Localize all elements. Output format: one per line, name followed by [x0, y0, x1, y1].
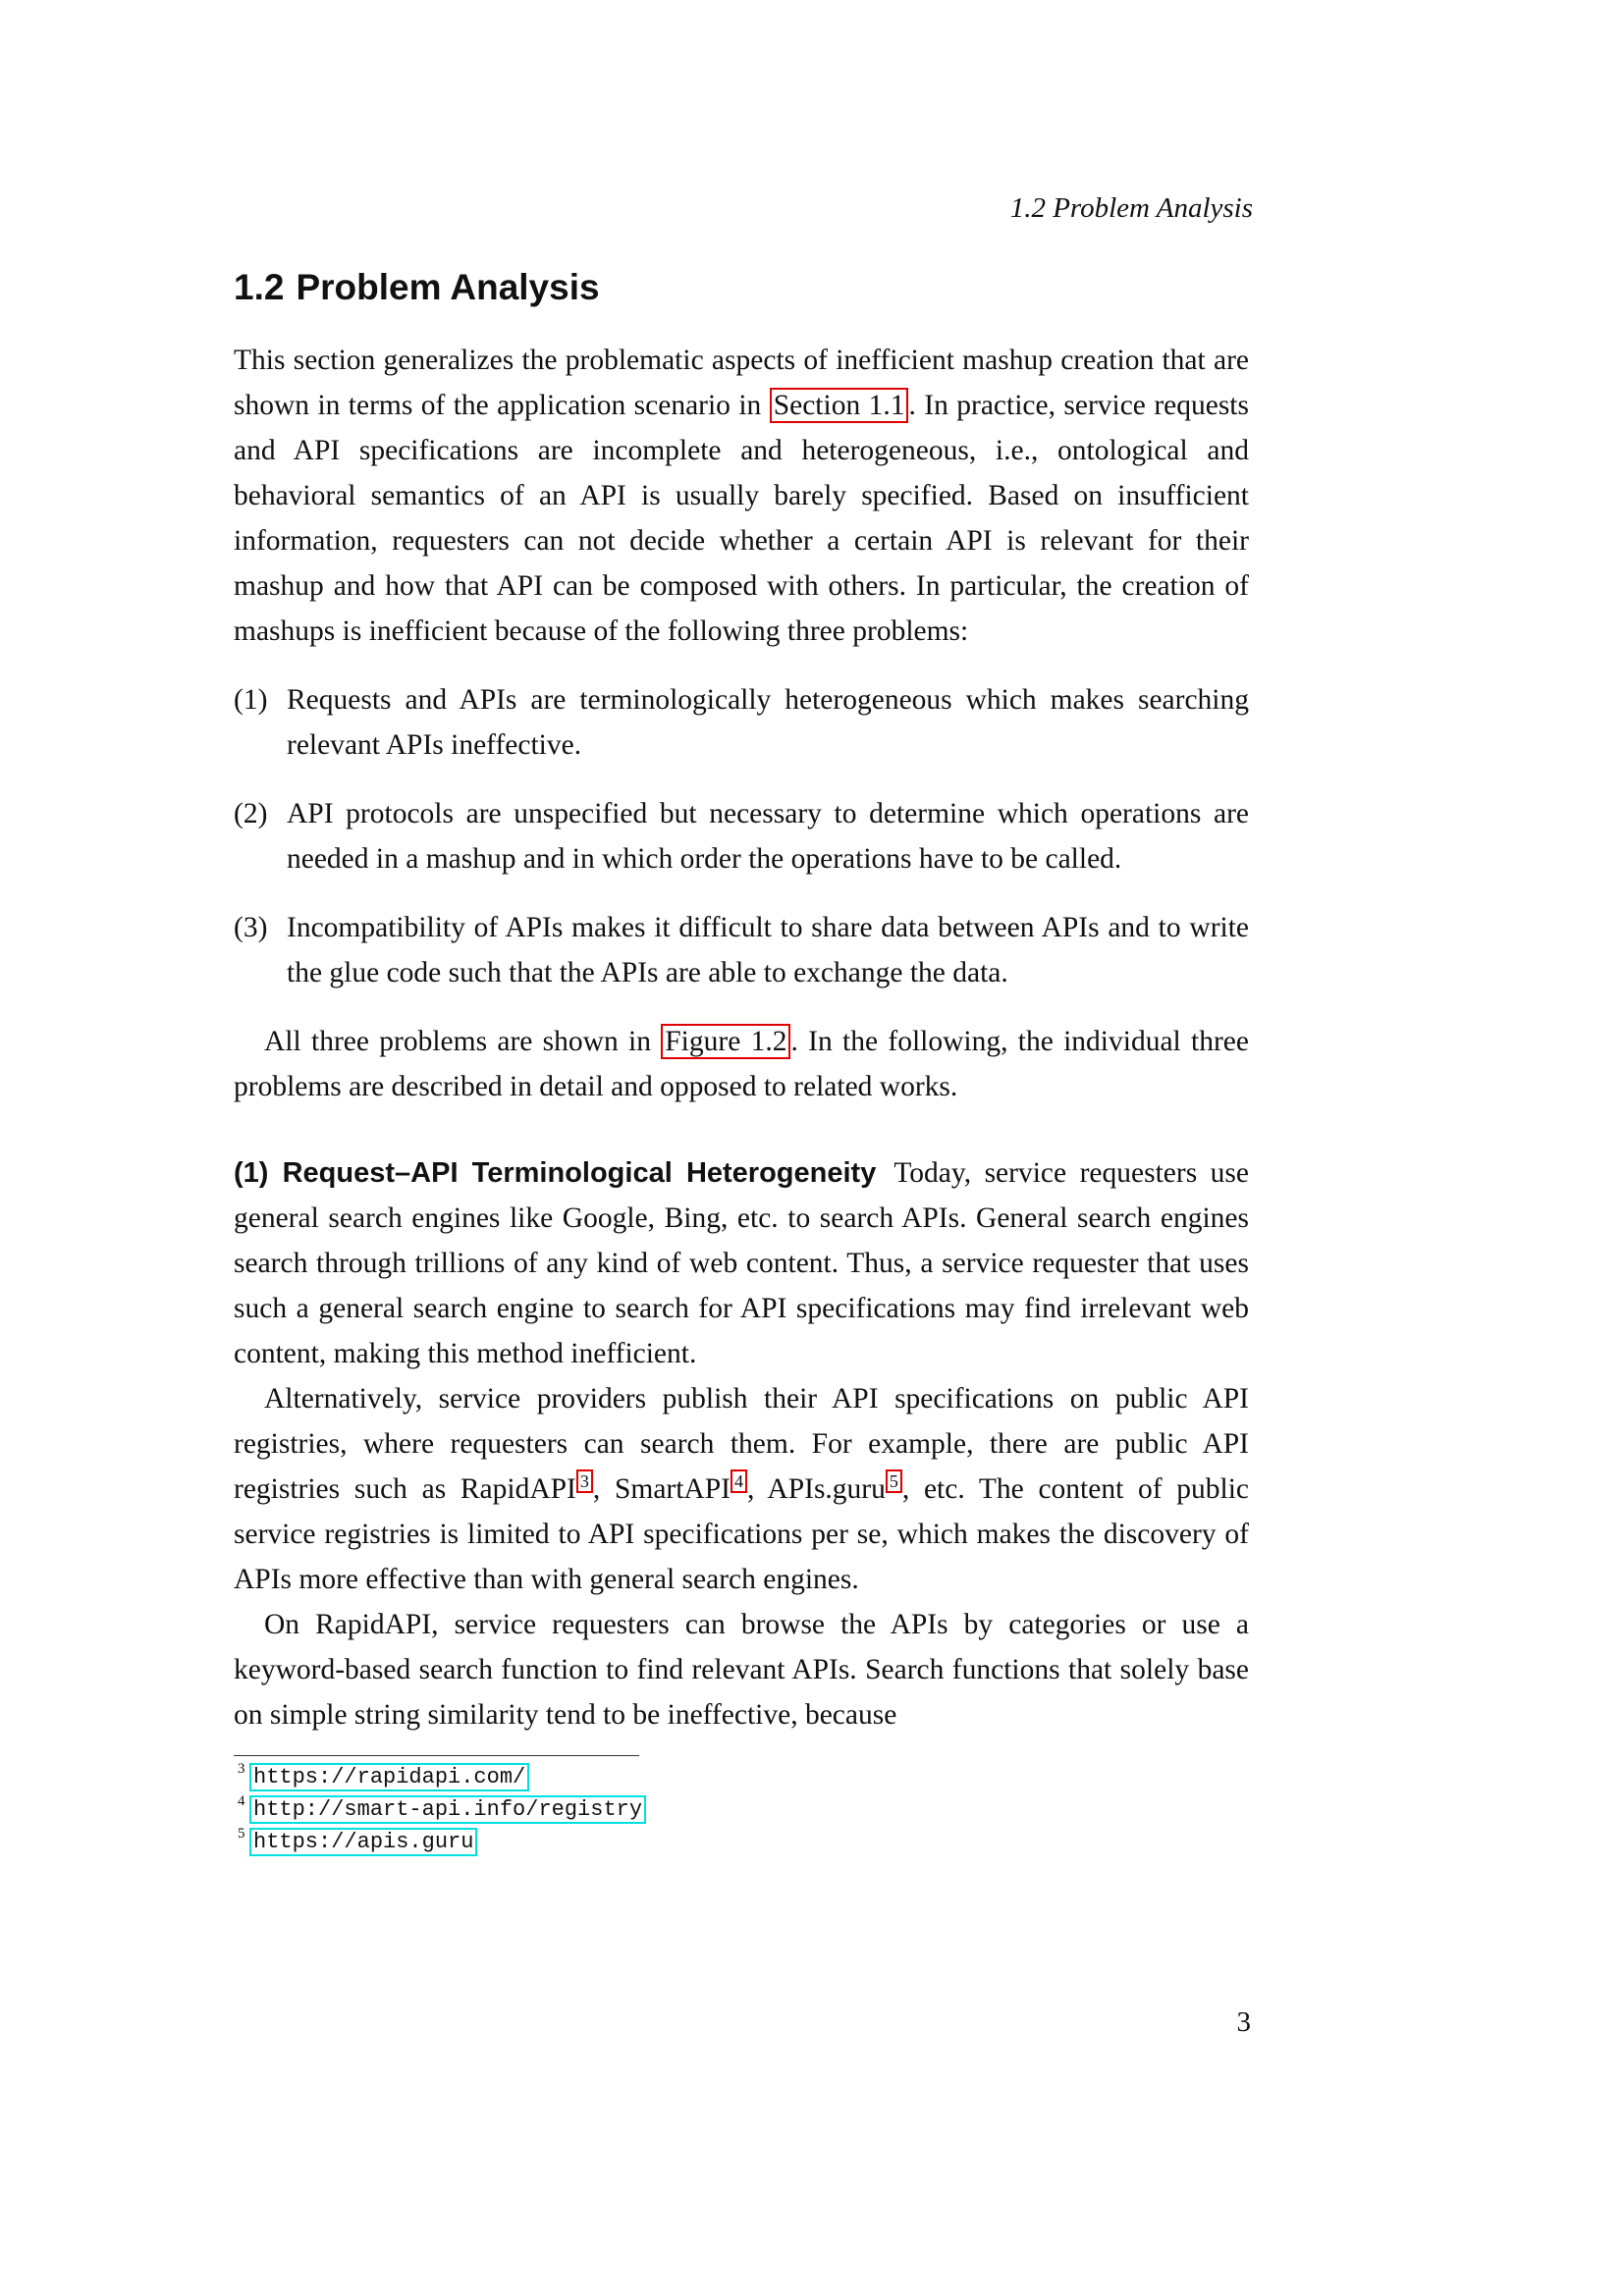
para2-text-4: , etc. The content of public service registries is limited to API specifications per se, which makes the discovery of APIs more effective than with general search engines.	[234, 1473, 1250, 1595]
footnote-url-link[interactable]: https://apis.guru	[249, 1828, 477, 1856]
para2-text-1: Alternatively, service providers publish their API specifications on public API registries, where requesters can search them. For example, there are public API registries such as RapidAPI	[234, 1383, 1249, 1505]
footnote-item	[234, 1760, 1249, 1792]
intro-text-2: . In practice, service requests and API specifications are incomplete and heterogeneous, i.e., ontological and behavioral semantics of an API is usually barely specified. Based on insufficient information, requesters can not decide whether a certain API is relevant for their mashup and how that API can be composed with others. In particular, the creation of mashups is inefficient because of the following three problems:	[234, 390, 1249, 647]
intro-paragraph	[234, 338, 1249, 654]
para2-text-3: , APIs.guru	[746, 1473, 886, 1505]
footnote-ref-4[interactable]: 4	[731, 1469, 747, 1493]
problem-marker: (3)	[234, 912, 268, 943]
problem-text: API protocols are unspecified but necessary to determine which operations are needed in a mashup and in which order the operations have to be called.	[287, 798, 1249, 875]
para2-text-2: , SmartAPI	[592, 1473, 731, 1505]
summary-paragraph	[234, 1019, 1249, 1109]
subsection-paragraph-2	[234, 1376, 1249, 1602]
section-title: Problem Analysis	[296, 267, 600, 307]
page-number: 3	[1236, 2006, 1251, 2038]
footnote-url-link[interactable]: http://smart-api.info/registry	[249, 1795, 646, 1824]
summary-text-1: All three problems are shown in	[264, 1026, 662, 1057]
problem-text: Incompatibility of APIs makes it difficult to share data between APIs and to write the glue code such that the APIs are able to exchange the data.	[287, 912, 1249, 988]
subsection-paragraph-3: On RapidAPI, service requesters can browse the APIs by categories or use a keyword-based search function to find relevant APIs. Search functions that solely base on simple string similarity tend to be ineffective, because	[234, 1609, 1249, 1731]
footnote-item	[234, 1825, 1249, 1857]
subsection-text-1: Today, service requesters use general search engines like Google, Bing, etc. to search APIs. General search engines search through trillions of any kind of web content. Thus, a service requester that uses such a general search engine to search for API specifications may find irrelevant web content, making this method inefficient.	[234, 1157, 1249, 1369]
footnote-item	[234, 1792, 1249, 1825]
footnote-rule	[234, 1755, 639, 1756]
footnote-number: 4	[238, 1793, 245, 1809]
summary-text-2: . In the following, the individual three problems are described in detail and opposed to related works.	[234, 1026, 1249, 1102]
problem-marker: (1)	[234, 684, 268, 716]
running-head: 1.2 Problem Analysis	[1009, 192, 1253, 224]
section-ref-link[interactable]: Section 1.1	[770, 388, 909, 423]
figure-ref-link[interactable]: Figure 1.2	[661, 1024, 790, 1059]
problem-list	[234, 677, 1249, 995]
subsection-heading: (1) Request–API Terminological Heterogeneity	[234, 1157, 877, 1189]
problem-item	[234, 905, 1249, 995]
problem-item	[234, 677, 1249, 768]
footnote-url-link[interactable]: https://rapidapi.com/	[249, 1763, 529, 1791]
footnote-number: 5	[238, 1826, 245, 1842]
section-heading	[234, 265, 1249, 310]
problem-item	[234, 791, 1249, 881]
subsection-paragraph-1	[234, 1150, 1249, 1376]
intro-text-1: This section generalizes the problematic aspects of inefficient mashup creation that are shown in terms of the application scenario in	[234, 345, 1249, 421]
page-content	[234, 265, 1249, 1857]
problem-text: Requests and APIs are terminologically heterogeneous which makes searching relevant APIs ineffective.	[287, 684, 1249, 761]
footnotes	[234, 1760, 1249, 1857]
problem-marker: (2)	[234, 798, 268, 829]
footnote-number: 3	[238, 1761, 245, 1777]
section-number: 1.2	[234, 267, 285, 307]
footnote-ref-5[interactable]: 5	[886, 1469, 902, 1493]
footnote-ref-3[interactable]: 3	[576, 1469, 593, 1493]
